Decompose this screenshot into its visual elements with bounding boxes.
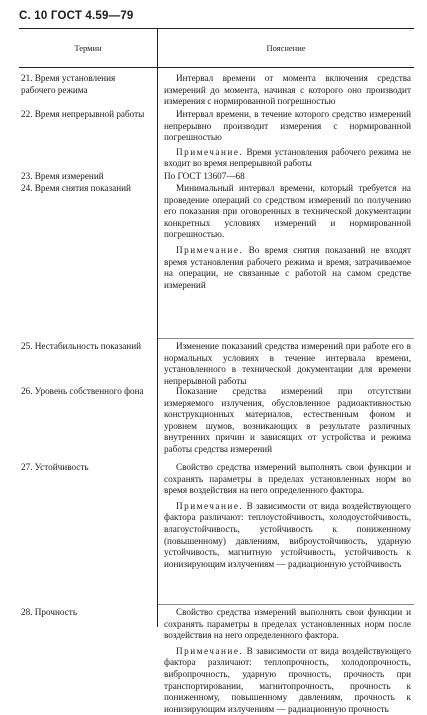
definition-cell: [164, 109, 411, 170]
definition-cell: [164, 341, 411, 387]
definition-text: Свойство средства измерений выполнять свои функции и сохранять параметры в пределах установленных норм во время воздействия на него определенного фактора.: [164, 462, 411, 496]
table-header: [19, 29, 414, 68]
definition-text: По ГОСТ 13607—68: [164, 171, 245, 181]
definition-cell: [164, 73, 411, 108]
note: [164, 646, 411, 715]
note-text: В зависимости от вида воздействующего фактора различают: теплоустойчивость, холодоустойчивость, влагоустойчивость, устойчивость к пониженному (повышенному) давлениям, виброустойчивость, ударную устойчивость, магнитную устойчивость, устойчивость к ионизирующим излучениям — радиационную устойчивость: [164, 500, 411, 569]
note-text: В зависимости от вида воздействующего фактора различают: теплопрочность, холодопрочность, вибропрочность, ударную прочность, прочность при транспортировании, магнитопрочность, прочность к пониженному, повышенному давлениям, прочность к ионизирующим излучениям — радиационную прочность: [164, 645, 411, 714]
column-divider: [157, 29, 158, 627]
term-cell: 28. Прочность: [21, 607, 78, 617]
note-label: Примечание.: [176, 500, 244, 511]
note: [164, 147, 411, 170]
terms-table: [19, 28, 414, 714]
row-divider: [158, 338, 414, 339]
definition-text: Минимальный интервал времени, который требуется на проведение операций со средством измерений по получению его показания при оговоренных в технической документации конкретных условиях измерений и нормированной погрешностью.: [164, 183, 411, 240]
definition-text: Показание средства измерений при отсутствии измеряемого излучения, обусловленное радиоактивностью конструкционных материалов, естественным фоном и уровнем шумов, возникающих в результате различных внутренних причин и зависящих от устройства и режима работы средства измерений: [164, 386, 411, 454]
note-text: Время установления рабочего режима не входит во время непрерывной работы: [164, 146, 411, 169]
note-label: Примечание.: [176, 645, 244, 656]
definition-cell: [164, 386, 411, 456]
note: [164, 501, 411, 571]
column-header-term: Термин: [74, 43, 102, 53]
definition-cell: [164, 607, 411, 715]
note: [164, 245, 411, 291]
page-header: С. 10 ГОСТ 4.59—79: [19, 10, 134, 22]
definition-cell: [164, 462, 411, 570]
column-header-definition: Пояснение: [266, 43, 306, 53]
note-label: Примечание.: [176, 244, 244, 255]
definition-text: Изменение показаний средства измерений при работе его в нормальных условиях в течение интервала времени, установленного в технической документации для времени непрерывной работы: [164, 341, 411, 386]
definition-text: Свойство средства измерений выполнять свои функции и сохранять параметры в пределах установленных норм после воздействия на него определенного фактора.: [164, 607, 411, 641]
row-divider: [158, 604, 414, 605]
note-text: Во время снятия показаний не входят время установления рабочего режима и время, затрачиваемое на операции, не связанные с работой на самом средстве измерений: [164, 244, 411, 290]
definition-text: Интервал времени, в течение которого средство измерений непрерывно производит измерения с нормированной погрешностью: [164, 109, 411, 143]
definition-text: Интервал времени от момента включения средства измерений до момента, начиная с которого оно производит измерения с нормированной погрешностью: [164, 73, 411, 107]
term-cell: 23. Время измерений: [21, 171, 104, 181]
note-label: Примечание.: [176, 146, 244, 157]
term-cell: 26. Уровень собственного фона: [21, 386, 144, 396]
term-cell: 21. Время установления рабочего режима: [21, 73, 116, 95]
definition-cell: [164, 183, 411, 291]
definition-cell: [164, 171, 411, 183]
term-cell: 24. Время снятия показаний: [21, 183, 131, 193]
term-cell: 25. Нестабильность показаний: [21, 341, 142, 351]
term-cell: 27. Устойчивость: [21, 462, 89, 472]
term-cell: 22. Время непрерывной работы: [21, 109, 145, 119]
